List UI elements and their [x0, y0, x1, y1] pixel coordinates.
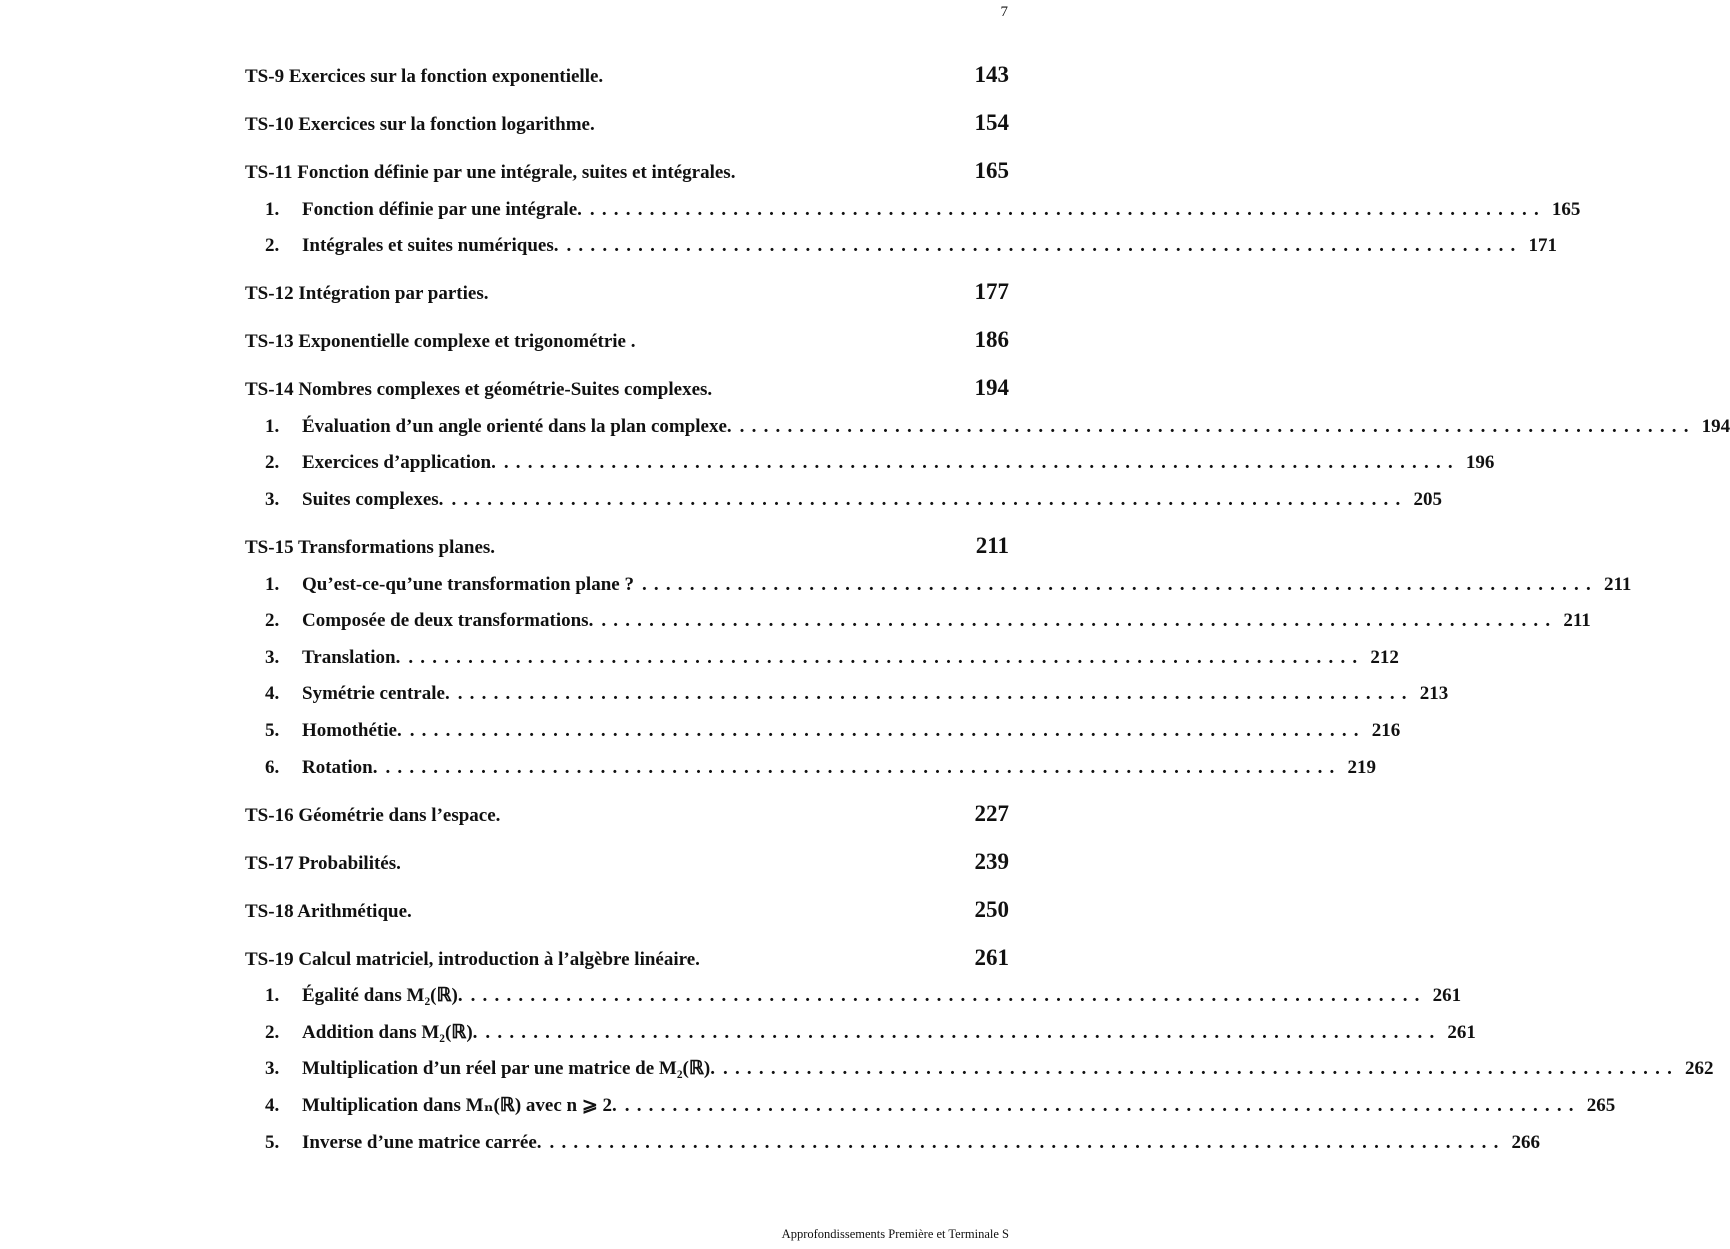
section-page-number: 213	[1419, 683, 1449, 705]
toc-section-entry[interactable]	[245, 632, 1399, 669]
section-page-number: 211	[1563, 610, 1591, 632]
section-page-number: 266	[1511, 1131, 1541, 1153]
toc-chapter-entry[interactable]	[245, 156, 1009, 184]
chapter-title: TS-15 Transformations planes.	[245, 536, 496, 558]
chapter-page-number: 211	[975, 532, 1009, 558]
page-number: 7	[1000, 4, 1008, 20]
section-page-number: 262	[1685, 1058, 1714, 1080]
section-title: Intégrales et suites numériques.	[302, 235, 559, 257]
section-page-number: 196	[1465, 452, 1495, 474]
dot-leader: ................................................................................	[451, 488, 1408, 510]
section-title: Qu’est-ce-qu’une transformation plane ?	[302, 573, 634, 595]
chapter-page-number: 227	[974, 800, 1009, 826]
toc-section-entry[interactable]	[245, 1080, 1616, 1117]
section-page-number: 265	[1586, 1094, 1616, 1116]
dot-leader: ................................................................................	[601, 610, 1558, 632]
section-title: Homothétie.	[302, 719, 402, 741]
toc-section-entry[interactable]	[245, 1044, 1714, 1081]
section-title: Inverse d’une matrice carrée.	[302, 1131, 542, 1153]
section-number: 6.	[265, 756, 280, 778]
chapter-page-number: 239	[974, 848, 1009, 874]
dot-leader: ................................................................................	[503, 452, 1460, 474]
dot-leader: ................................................................................	[408, 646, 1365, 668]
section-page-number: 261	[1432, 985, 1462, 1007]
chapter-page-number: 177	[974, 279, 1009, 305]
toc-section-entry[interactable]	[245, 438, 1495, 475]
section-number: 5.	[265, 1131, 280, 1153]
section-title: Multiplication dans Mₙ(ℝ) avec n ⩾ 2.	[302, 1094, 617, 1116]
section-page-number: 216	[1371, 719, 1401, 741]
chapter-page-number: 261	[974, 944, 1009, 970]
dot-leader: ................................................................................	[409, 719, 1366, 741]
section-number: 1.	[265, 573, 280, 595]
toc-chapter-entry[interactable]	[245, 60, 1009, 88]
toc-section-entry[interactable]	[245, 742, 1376, 779]
dot-leader: ................................................................................	[385, 756, 1342, 778]
chapter-title: TS-18 Arithmétique.	[245, 900, 412, 922]
table-of-contents	[245, 54, 1730, 1154]
chapter-page-number: 165	[974, 158, 1009, 183]
chapter-title: TS-13 Exponentielle complexe et trigonométrie .	[245, 331, 636, 353]
section-page-number: 171	[1528, 235, 1557, 257]
section-number: 1.	[265, 415, 280, 437]
toc-chapter-entry[interactable]	[245, 943, 1009, 971]
chapter-title: TS-10 Exercices sur la fonction logarithme.	[245, 114, 595, 135]
section-page-number: 219	[1347, 756, 1376, 778]
section-number: 2.	[265, 235, 280, 257]
section-page-number: 205	[1413, 488, 1442, 510]
toc-section-entry[interactable]	[245, 971, 1462, 1008]
section-title: Translation.	[302, 646, 401, 668]
chapter-page-number: 250	[974, 896, 1009, 922]
toc-chapter-entry[interactable]	[245, 373, 1009, 401]
dot-leader: ................................................................................	[641, 573, 1598, 595]
section-title: Évaluation d’un angle orienté dans la plan complexe.	[302, 415, 732, 437]
section-title: Égalité dans M₂(ℝ).	[302, 985, 463, 1007]
dot-leader: ................................................................................	[624, 1094, 1581, 1116]
section-number: 2.	[265, 452, 280, 474]
toc-chapter-entry[interactable]	[245, 847, 1009, 875]
toc-chapter-entry[interactable]	[245, 325, 1009, 353]
running-footer: Approfondissements Première et Terminale S	[781, 1227, 1009, 1241]
dot-leader: ................................................................................	[566, 235, 1523, 257]
section-title: Rotation.	[302, 756, 378, 778]
chapter-page-number: 154	[974, 110, 1009, 135]
chapter-title: TS-12 Intégration par parties.	[245, 283, 489, 305]
toc-section-entry[interactable]	[245, 401, 1730, 438]
section-page-number: 261	[1447, 1021, 1476, 1043]
dot-leader: ................................................................................	[470, 985, 1427, 1007]
section-number: 2.	[265, 1021, 280, 1043]
section-number: 3.	[265, 646, 280, 668]
chapter-title: TS-19 Calcul matriciel, introduction à l’algèbre linéaire.	[245, 948, 700, 970]
toc-chapter-entry[interactable]	[245, 531, 1009, 559]
section-number: 4.	[265, 1094, 280, 1116]
dot-leader: ................................................................................	[457, 683, 1414, 705]
dot-leader: ................................................................................	[723, 1058, 1680, 1080]
section-page-number: 212	[1370, 646, 1399, 668]
toc-section-entry[interactable]	[245, 1117, 1541, 1154]
section-title: Composée de deux transformations.	[302, 610, 594, 632]
dot-leader: ................................................................................	[739, 415, 1696, 437]
chapter-title: TS-11 Fonction définie par une intégrale, suites et intégrales.	[245, 162, 736, 183]
section-number: 5.	[265, 719, 280, 741]
chapter-page-number: 143	[974, 62, 1009, 87]
toc-chapter-entry[interactable]	[245, 799, 1009, 827]
toc-section-entry[interactable]	[245, 596, 1591, 633]
section-number: 3.	[265, 1058, 280, 1080]
chapter-page-number: 186	[974, 327, 1009, 353]
chapter-title: TS-17 Probabilités.	[245, 852, 401, 874]
toc-chapter-entry[interactable]	[245, 108, 1009, 136]
section-number: 3.	[265, 488, 280, 510]
dot-leader: ................................................................................	[485, 1021, 1442, 1043]
section-title: Suites complexes.	[302, 488, 444, 510]
section-title: Exercices d’application.	[302, 452, 496, 474]
dot-leader: ................................................................................	[549, 1131, 1506, 1153]
dot-leader: ................................................................................	[589, 198, 1546, 220]
chapter-title: TS-9 Exercices sur la fonction exponentielle.	[245, 66, 604, 87]
section-number: 1.	[265, 985, 280, 1007]
section-page-number: 194	[1701, 415, 1730, 437]
section-number: 2.	[265, 610, 280, 632]
section-title: Addition dans M₂(ℝ).	[302, 1021, 478, 1043]
section-number: 4.	[265, 683, 280, 705]
toc-section-entry[interactable]	[245, 669, 1449, 706]
toc-chapter-entry[interactable]	[245, 277, 1009, 305]
section-page-number: 165	[1551, 198, 1581, 220]
chapter-title: TS-16 Géométrie dans l’espace.	[245, 804, 501, 826]
section-title: Symétrie centrale.	[302, 683, 450, 705]
chapter-page-number: 194	[974, 375, 1009, 401]
toc-chapter-entry[interactable]	[245, 895, 1009, 923]
toc-section-entry[interactable]	[245, 474, 1442, 511]
toc-section-entry[interactable]	[245, 184, 1581, 221]
chapter-title: TS-14 Nombres complexes et géométrie-Suites complexes.	[245, 379, 713, 401]
toc-section-entry[interactable]	[245, 1007, 1476, 1044]
toc-section-entry[interactable]	[245, 221, 1557, 258]
section-title: Multiplication d’un réel par une matrice de M₂(ℝ).	[302, 1058, 716, 1080]
toc-section-entry[interactable]	[245, 705, 1401, 742]
section-page-number: 211	[1603, 573, 1632, 595]
section-number: 1.	[265, 198, 280, 220]
toc-section-entry[interactable]	[245, 559, 1632, 596]
section-title: Fonction définie par une intégrale.	[302, 198, 582, 220]
